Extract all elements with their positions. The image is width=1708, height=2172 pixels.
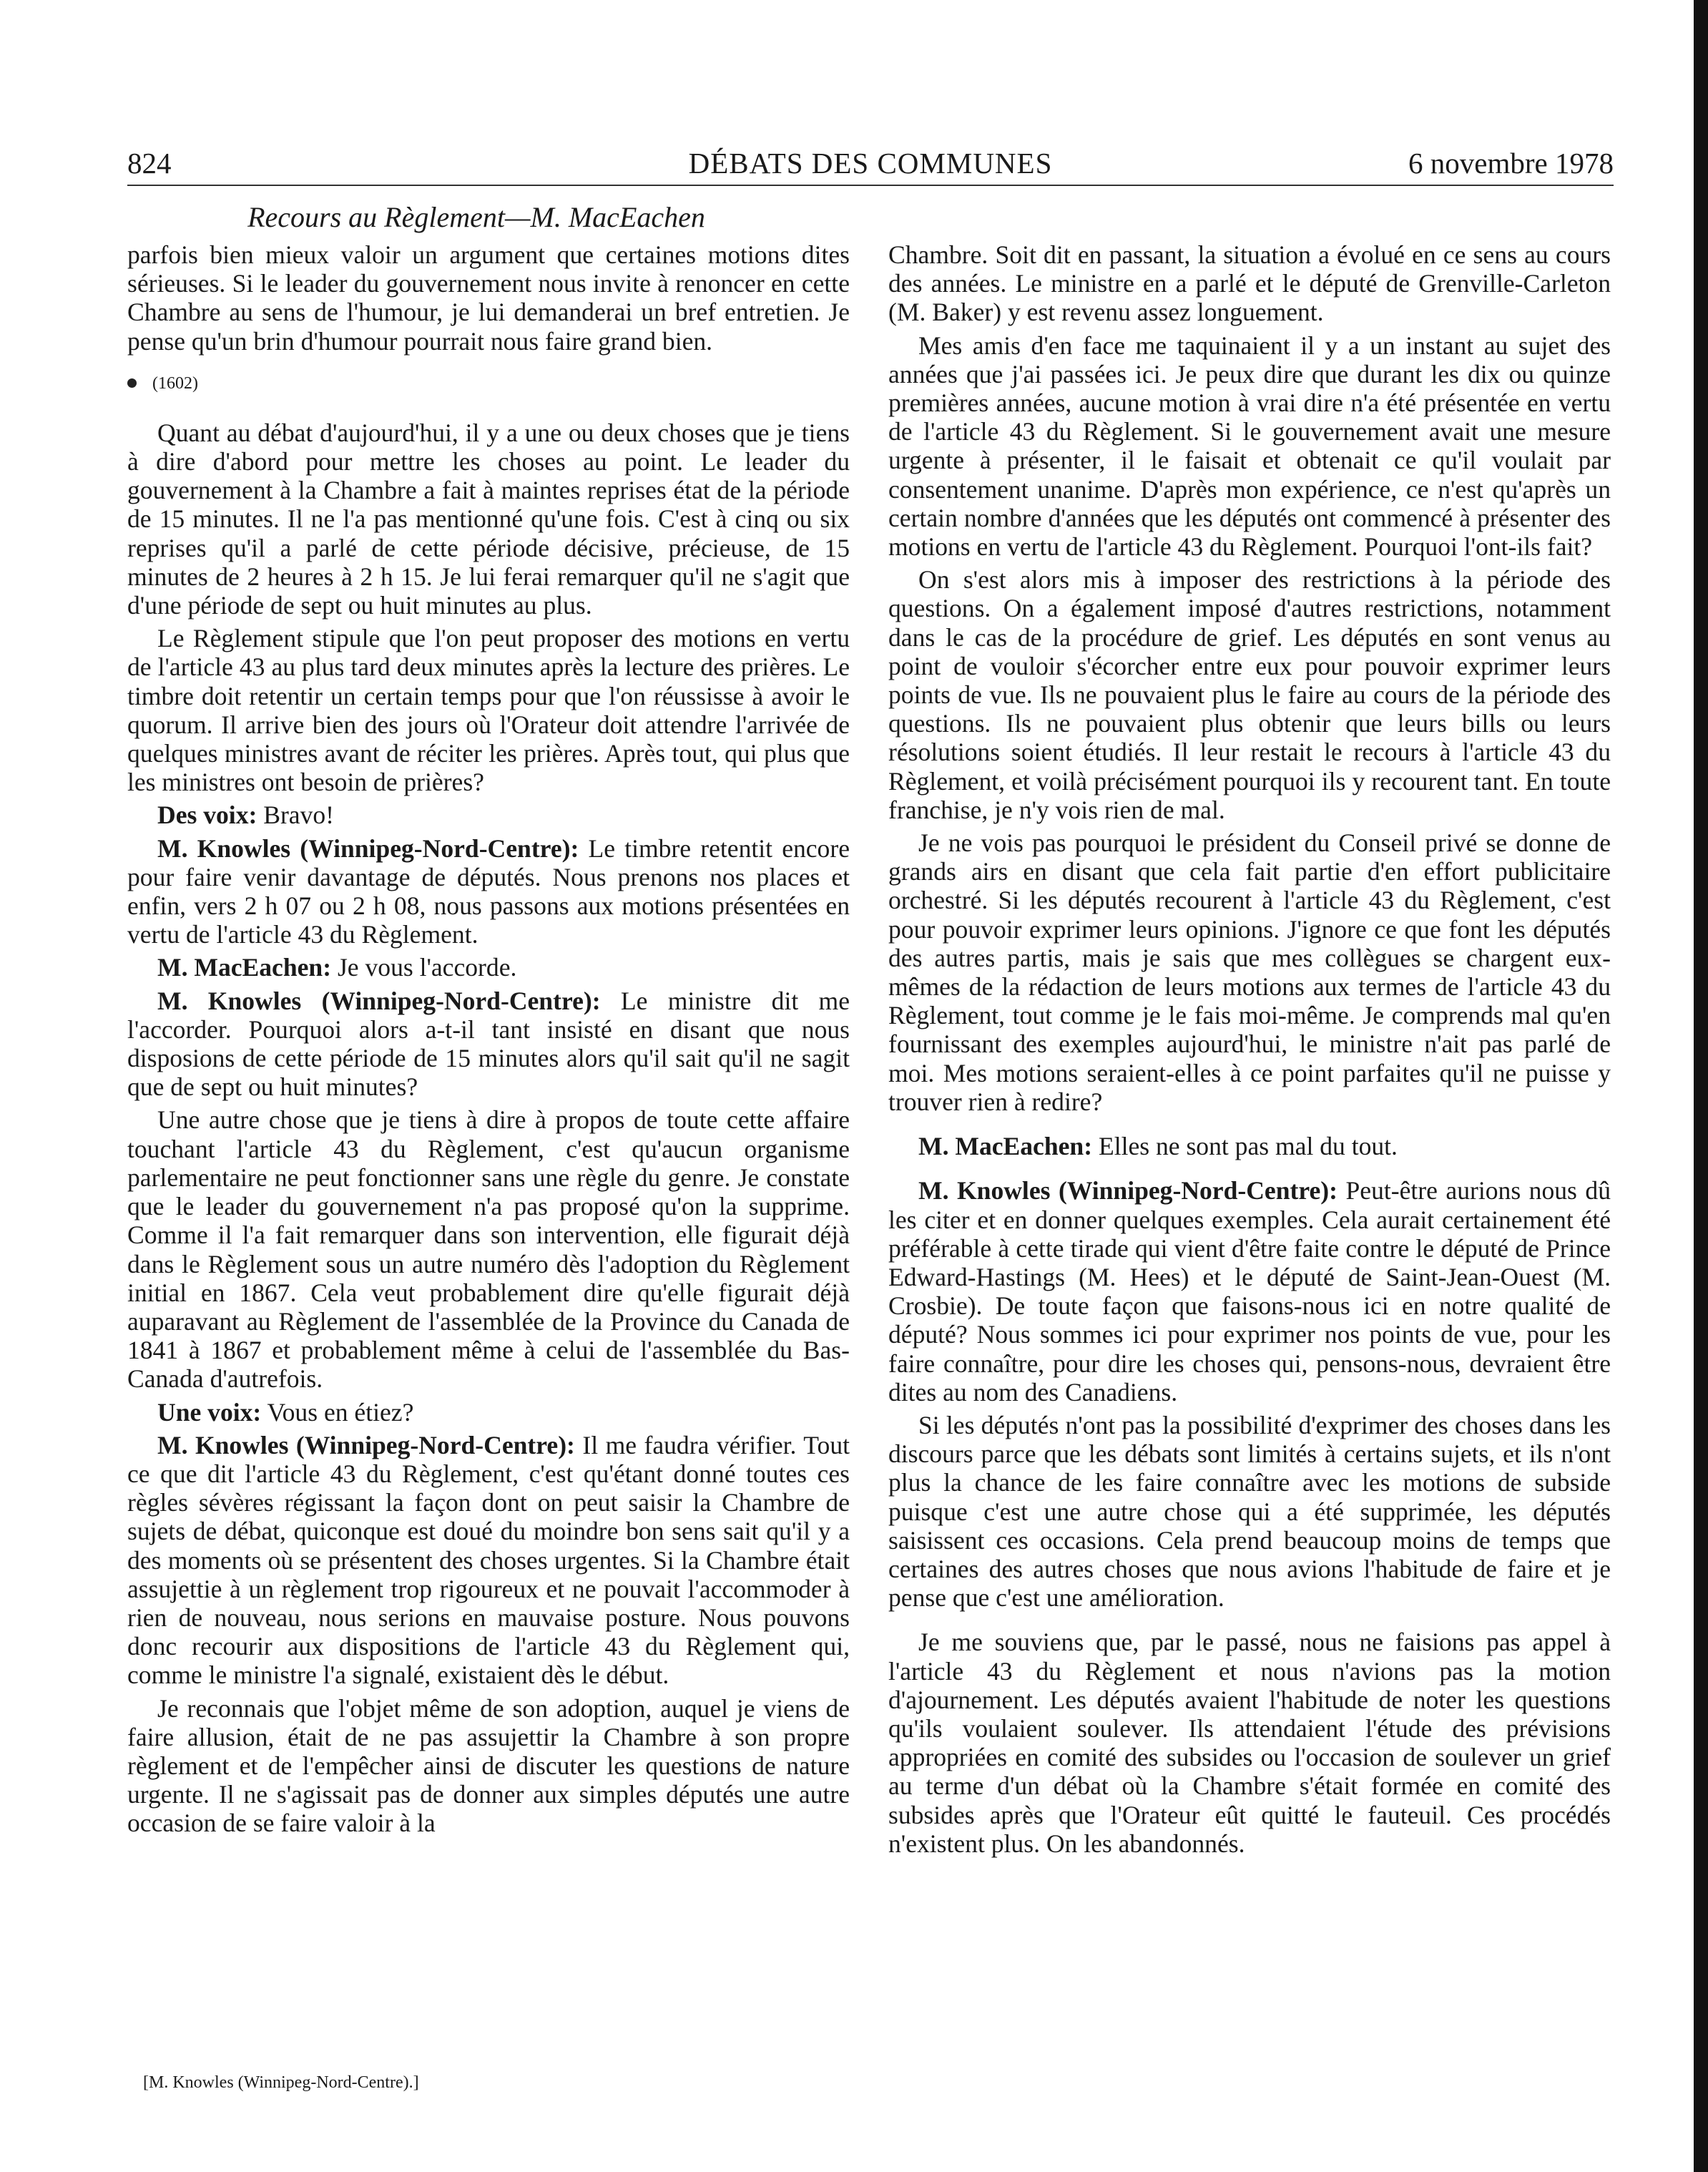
paragraph: On s'est alors mis à imposer des restrictions à la période des questions. On a également imposé d'autres restrictions, notamment dans le cas de la procédure de grief. Les députés en sont venus au point de vouloir s'écorcher entre eux pour pouvoir exprimer leurs points de vue. Ils ne pouvaient plus le faire au cours de la période des questions. Ils ne pouvaient plus obtenir que leurs bills ou leurs résolutions soient étudiés. Il leur restait le recours à l'article 43 du Règlement, et voilà précisément pourquoi ils y recourent tant. En toute franchise, je n'y vois rien de mal. xyxy=(888,565,1611,824)
speaker-name: M. Knowles (Winnipeg-Nord-Centre): xyxy=(918,1176,1338,1205)
bullet-dot-icon xyxy=(127,378,137,388)
speech xyxy=(127,834,850,949)
speech xyxy=(127,801,850,829)
speech-text: Le timbre retentit encore pour faire venir davantage de députés. Nous prenons nos places et enfin, vers 2 h 07 ou 2 h 08, nous passons aux motions présentées en vertu de l'article 43 du Règlement. xyxy=(127,833,850,949)
speech xyxy=(127,987,850,1102)
paragraph: Chambre. Soit dit en passant, la situation a évolué en ce sens au cours des années. Le ministre en a parlé et le député de Grenville-Carleton (M. Baker) y est revenu assez longuement. xyxy=(888,240,1611,327)
speaker-name: Une voix: xyxy=(157,1397,262,1427)
speech xyxy=(127,1431,850,1690)
paragraph: Une autre chose que je tiens à dire à propos de toute cette affaire touchant l'article 43 du Règlement, c'est qu'aucun organisme parlementaire ne peut fonctionner sans une règle du genre. Je constate que le leader du gouvernement n'a pas proposé qu'on la supprime. Comme il l'a fait remarquer dans son intervention, elle figurait déjà dans le Règlement sous un autre numéro dès l'adoption du Règlement initial en 1867. Cela veut probablement dire qu'elle figurait déjà auparavant au Règlement de l'assemblée de la Province du Canada de 1841 à 1867 et probablement même à celui de l'assemblée du Bas-Canada d'autrefois. xyxy=(127,1105,850,1394)
paragraph: Je ne vois pas pourquoi le président du Conseil privé se donne de grands airs en disant que cela fait partie d'en effort publicitaire orchestré. Si les députés recourent à l'article 43 du Règlement, c'est pour pouvoir exprimer leurs opinions. J'ignore ce que font les députés des autres partis, mais je sais que mes collègues se chargent eux-mêmes de la rédaction de leurs motions aux termes de l'article 43 du Règlement, tout comme je le fais moi-même. Je comprends mal qu'en fournissant des exemples aujourd'hui, le ministre n'ait pas parlé de moi. Mes motions seraient-elles à ce point parfaites qu'il ne puisse y trouver rien à redire? xyxy=(888,828,1611,1116)
publication-title: DÉBATS DES COMMUNES xyxy=(688,147,1053,180)
speech-text: Peut-être aurions nous dû les citer et en donner quelques exemples. Cela aurait certainement été préférable à cette tirade qui vient d'être faite contre le député de Prince Edward-Hastings (M. Hees) et le député de Saint-Jean-Ouest (M. Crosbie). De toute façon que faisons-nous ici en notre qualité de député? Nous sommes ici pour exprimer nos points de vue, pour les faire connaître, pour dire les choses qui, pensons-nous, devraient être dites au nom des Canadiens. xyxy=(888,1176,1611,1407)
page-number: 824 xyxy=(127,147,172,180)
speaker-name: M. Knowles (Winnipeg-Nord-Centre): xyxy=(157,1430,575,1459)
right-column xyxy=(888,240,1611,1862)
paragraph: Je reconnais que l'objet même de son adoption, auquel je viens de faire allusion, était de ne pas assujettir la Chambre à son propre règlement et de l'empêcher ainsi de discuter les questions de nature urgente. Il ne s'agissait pas de donner aux simples députés une autre occasion de se faire valoir à la xyxy=(127,1693,850,1838)
paragraph: Quant au débat d'aujourd'hui, il y a une ou deux choses que je tiens à dire d'abord pour mettre les choses au point. Le leader du gouvernement à la Chambre a fait à maintes reprises état de la période de 15 minutes. Il ne l'a pas mentionné qu'une fois. C'est à cinq ou six reprises qu'il a parlé de cette période décisive, précieuse, de 15 minutes de 2 heures à 2 h 15. Je lui ferai remarquer qu'il ne s'agit que d'une période de sept ou huit minutes au plus. xyxy=(127,418,850,620)
speaker-name: M. MacEachen: xyxy=(918,1132,1093,1161)
paragraph: Le Règlement stipule que l'on peut proposer des motions en vertu de l'article 43 au plus tard deux minutes après la lecture des prières. Le timbre doit retentir un certain temps pour que l'on réussisse à avoir le quorum. Il arrive bien des jours où l'Orateur doit attendre l'arrivée de quelques ministres avant de réciter les prières. Après tout, qui plus que les ministres ont besoin de prières? xyxy=(127,624,850,797)
speaker-name: Des voix: xyxy=(157,801,257,830)
page-header xyxy=(127,143,1614,186)
speech-text: Bravo! xyxy=(257,801,335,830)
speaker-name: M. Knowles (Winnipeg-Nord-Centre): xyxy=(157,833,579,863)
time-marker xyxy=(127,373,850,394)
left-column xyxy=(127,240,850,1842)
speech-text: Le ministre dit me l'accorder. Pourquoi alors a-t-il tant insisté en disant que nous disposions de cette période de 15 minutes alors qu'il sait qu'il ne sagit que de sept ou huit minutes? xyxy=(127,986,850,1102)
paragraph: Mes amis d'en face me taquinaient il y a un instant au sujet des années que j'ai passées ici. Je peux dire que durant les dix ou quinze premières années, aucune motion à vrai dire n'a été présentée en vertu de l'article 43 du Règlement. Si le gouvernement avait une mesure urgente à présenter, il le faisait et obtenait ce qu'il voulait par consentement unanime. D'après mon expérience, ce n'est qu'après un certain nombre d'années que les députés ont commencé à présenter des motions en vertu de l'article 43 du Règlement. Pourquoi l'ont-ils fait? xyxy=(888,331,1611,562)
page-edge xyxy=(1694,0,1708,2172)
paragraph: Je me souviens que, par le passé, nous ne faisions pas appel à l'article 43 du Règlement et nous n'avions pas la motion d'ajournement. Les députés avaient l'habitude de noter les questions qu'ils voulaient soulever. Ils attendaient l'étude des prévisions appropriées en comité des subsides ou l'occasion de soulever un grief au terme d'un débat où la Chambre s'était formée en comité des subsides après que l'Orateur eût quitté le fauteuil. Ces procédés n'existent plus. On les abandonnés. xyxy=(888,1628,1611,1858)
speech-text: Vous en étiez? xyxy=(261,1397,414,1427)
running-head: Recours au Règlement—M. MacEachen xyxy=(247,201,705,233)
speaker-name: M. MacEachen: xyxy=(157,953,332,982)
speaker-name: M. Knowles (Winnipeg-Nord-Centre): xyxy=(157,986,601,1015)
paragraph: Si les députés n'ont pas la possibilité d'exprimer des choses dans les discours parce que les débats sont limités à certains sujets, et ils n'ont plus la chance de les faire connaître avec les motions de subside puisque c'est une autre chose qui a été supprimée, les députés saisissent ces occasions. Cela prend beaucoup moins de temps que certaines des autres choses que nous avions l'habitude de faire et je pense que c'est une amélioration. xyxy=(888,1410,1611,1613)
speech xyxy=(127,1398,850,1427)
speech xyxy=(888,1176,1611,1407)
page-date: 6 novembre 1978 xyxy=(1408,147,1614,180)
speech xyxy=(888,1132,1611,1160)
time-marker-label: (1602) xyxy=(152,373,198,393)
paragraph: parfois bien mieux valoir un argument que certaines motions dites sérieuses. Si le leader du gouvernement nous invite à renoncer en cette Chambre au sens de l'humour, je lui demanderai un bref entretien. Je pense qu'un brin d'humour pourrait nous faire grand bien. xyxy=(127,240,850,356)
speech-text: Je vous l'accorde. xyxy=(331,953,517,982)
footnote: [M. Knowles (Winnipeg-Nord-Centre).] xyxy=(143,2073,419,2092)
speech xyxy=(127,953,850,982)
speech-text: Elles ne sont pas mal du tout. xyxy=(1092,1132,1398,1161)
speech-text: Il me faudra vérifier. Tout ce que dit l'article 43 du Règlement, c'est qu'étant donné toutes ces règles sévères régissant la façon dont on peut saisir la Chambre de sujets de débat, quiconque est doué du moindre bon sens sait qu'il y a des moments où se présentent des choses urgentes. Si la Chambre était assujettie à un règlement trop rigoureux et ne pouvait l'accommoder à rien de nouveau, nous serions en mauvaise posture. Nous pouvons donc recourir aux dispositions de l'article 43 du Règlement qui, comme le ministre l'a signalé, existaient dès le début. xyxy=(127,1430,850,1690)
